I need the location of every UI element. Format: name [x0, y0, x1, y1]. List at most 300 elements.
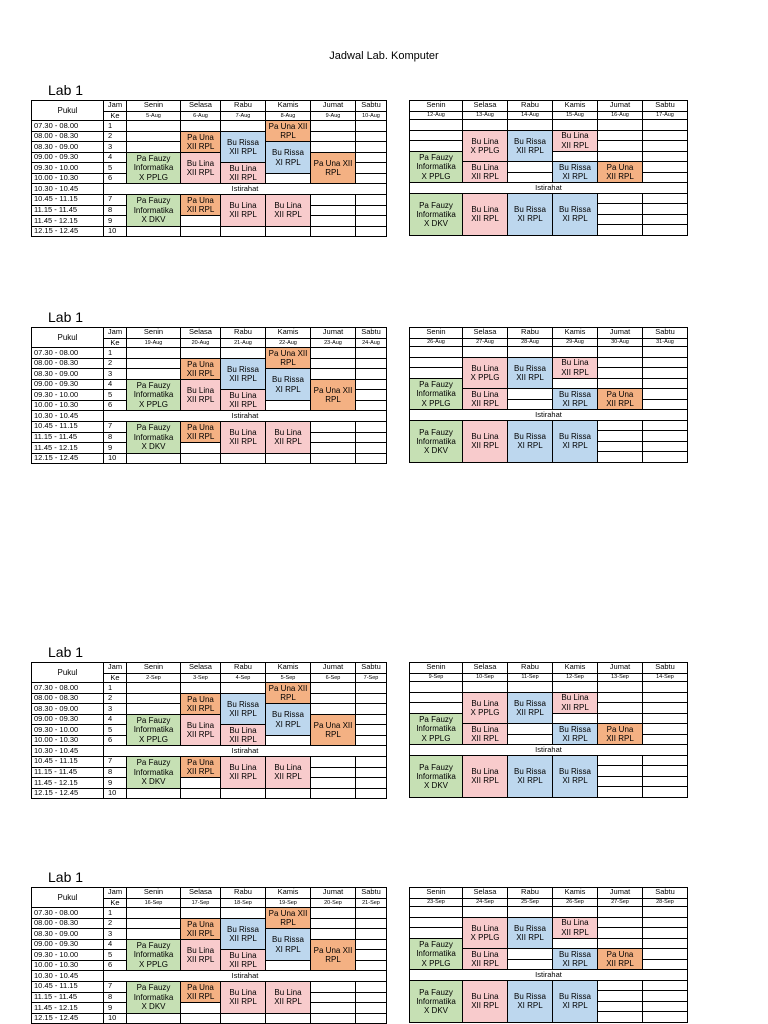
date-header: 21-Sep	[356, 898, 387, 908]
class-block-line: XII RPL	[229, 708, 257, 718]
class-block-lina-xii-rpl	[221, 421, 266, 453]
schedule-table-right	[409, 327, 688, 463]
day-header: Kamis	[266, 101, 311, 112]
jam-ke-cell: 9	[104, 443, 127, 454]
empty-cell	[598, 980, 643, 991]
time-cell: 10.30 - 10.45	[32, 971, 104, 982]
class-block-line: Bu Rissa	[558, 432, 591, 442]
class-block-line: XII RPL	[229, 400, 257, 410]
jam-ke-cell: 6	[104, 173, 127, 184]
empty-cell	[311, 421, 356, 432]
empty-cell	[311, 348, 356, 359]
date-header: 9-Aug	[311, 111, 356, 121]
empty-cell	[181, 226, 221, 237]
empty-cell	[643, 991, 688, 1002]
empty-cell	[311, 369, 356, 380]
schedule-table-left	[31, 662, 387, 799]
jam-ke-cell: 7	[104, 981, 127, 992]
istirahat-row: Istirahat	[410, 183, 688, 194]
class-block-una-xii-rpl	[181, 131, 221, 152]
jam-ke-cell: 10	[104, 1013, 127, 1024]
time-cell: 08.00 - 08.30	[32, 918, 104, 929]
jam-ke-cell: 5	[104, 163, 127, 174]
jam-ke-cell: 5	[104, 390, 127, 401]
class-block-lina-xii-rpl	[553, 130, 598, 151]
time-cell: 11.15 - 11.45	[32, 767, 104, 778]
day-header: Rabu	[508, 663, 553, 674]
jam-ke-cell: 8	[104, 205, 127, 216]
class-block-line: Informatika	[416, 949, 456, 959]
class-block-line: XII RPL	[606, 399, 634, 409]
empty-cell	[643, 1001, 688, 1012]
class-block-una-xii-rpl	[181, 358, 221, 379]
class-block-line: XI RPL	[562, 1001, 588, 1011]
class-block-line: Pa Una XII	[313, 385, 353, 395]
time-cell: 08.30 - 09.00	[32, 142, 104, 153]
empty-cell	[410, 347, 463, 358]
date-header: 14-Sep	[643, 673, 688, 682]
jam-ke-cell: 4	[104, 379, 127, 390]
class-block-line: Bu Rissa	[271, 710, 304, 720]
empty-cell	[356, 788, 387, 799]
time-cell: 07.30 - 08.00	[32, 348, 104, 359]
class-block-line: Pa Una	[606, 725, 634, 735]
empty-cell	[463, 120, 508, 131]
empty-cell	[643, 938, 688, 949]
class-block-line: X DKV	[423, 446, 448, 456]
class-block-fauzy-x-pplg	[127, 714, 181, 746]
class-block-line: XI RPL	[562, 959, 588, 969]
day-header: Selasa	[181, 663, 221, 674]
class-block-line: X DKV	[423, 781, 448, 791]
time-cell: 09.00 - 09.30	[32, 379, 104, 390]
schedule-table-left	[31, 887, 387, 1024]
class-block-lina-x-pplg	[463, 357, 508, 389]
empty-cell	[266, 226, 311, 237]
class-block-lina-xii-rpl	[553, 692, 598, 713]
empty-cell	[356, 348, 387, 359]
class-block-line: Pa Una XII	[268, 908, 308, 918]
day-header: Sabtu	[643, 888, 688, 899]
class-block-rissa-xii-rpl	[221, 358, 266, 390]
class-block-line: X DKV	[141, 1001, 166, 1011]
time-cell: 08.30 - 09.00	[32, 369, 104, 380]
class-block-una-xii-rpl	[311, 379, 356, 411]
empty-cell	[311, 778, 356, 789]
istirahat-row: Istirahat	[104, 971, 387, 982]
empty-cell	[356, 683, 387, 694]
empty-cell	[266, 788, 311, 799]
time-cell: 10.00 - 10.30	[32, 400, 104, 411]
empty-cell	[356, 714, 387, 725]
class-block-rissa-xi-rpl	[266, 142, 311, 174]
time-cell: 10.45 - 11.15	[32, 194, 104, 205]
class-block-line: X PPLG	[470, 145, 500, 155]
empty-cell	[598, 151, 643, 162]
empty-cell	[643, 452, 688, 463]
empty-cell	[553, 120, 598, 131]
date-header: 29-Aug	[553, 338, 598, 347]
day-header: Jumat	[598, 888, 643, 899]
empty-cell	[127, 121, 181, 132]
class-block-line: XII RPL	[186, 432, 215, 441]
class-block-line: XII RPL	[516, 145, 544, 155]
empty-cell	[181, 453, 221, 464]
time-cell: 07.30 - 08.00	[32, 683, 104, 694]
class-block-line: Pa Una XII	[268, 348, 308, 358]
empty-cell	[508, 907, 553, 918]
class-block-rissa-xii-rpl	[221, 693, 266, 725]
empty-cell	[311, 908, 356, 919]
ke-header: Ke	[104, 898, 127, 908]
class-block-line: Bu Rissa	[558, 992, 591, 1002]
class-block-line: XII RPL	[186, 205, 215, 214]
date-header: 13-Aug	[463, 111, 508, 120]
class-block-line: Bu Lina	[229, 763, 257, 773]
class-block-line: Pa Una	[187, 195, 214, 205]
empty-cell	[643, 151, 688, 162]
class-block-una-xii-rpl	[181, 194, 221, 215]
class-block-line: XII RPL	[229, 735, 257, 745]
class-block-line: Bu Rissa	[271, 375, 304, 385]
empty-cell	[463, 907, 508, 918]
empty-cell	[356, 432, 387, 443]
date-header: 4-Sep	[221, 673, 266, 683]
class-block-line: XII RPL	[471, 214, 499, 224]
day-header: Rabu	[221, 328, 266, 339]
class-block-rissa-xi-rpl	[553, 420, 598, 462]
empty-cell	[598, 431, 643, 442]
class-block-line: X DKV	[141, 214, 166, 224]
empty-cell	[311, 767, 356, 778]
class-block-line: Bu Lina	[274, 763, 302, 773]
empty-cell	[127, 788, 181, 799]
jam-ke-cell: 1	[104, 121, 127, 132]
day-header: Jumat	[311, 888, 356, 899]
day-header: Kamis	[266, 663, 311, 674]
class-block-rissa-xi-rpl	[508, 420, 553, 462]
empty-cell	[356, 929, 387, 940]
empty-cell	[598, 682, 643, 693]
jam-ke-cell: 9	[104, 778, 127, 789]
day-header: Kamis	[553, 101, 598, 112]
empty-cell	[508, 724, 553, 735]
empty-cell	[643, 766, 688, 777]
class-block-line: XII RPL	[229, 772, 257, 782]
class-block-line: X PPLG	[470, 932, 500, 942]
empty-cell	[410, 907, 463, 918]
schedule-table-right	[409, 100, 688, 236]
class-block-lina-xii-rpl	[463, 980, 508, 1022]
class-block-line: XI RPL	[275, 719, 301, 729]
empty-cell	[508, 399, 553, 410]
class-block-line: Informatika	[416, 389, 456, 399]
class-block-line: Informatika	[133, 205, 174, 215]
class-block-line: XII RPL	[186, 730, 215, 740]
class-block-line: Bu Lina	[186, 158, 215, 168]
date-header: 20-Sep	[311, 898, 356, 908]
date-header: 10-Sep	[463, 673, 508, 682]
empty-cell	[181, 443, 221, 454]
class-block-line: Pa Fauzy	[419, 715, 453, 725]
date-header: 26-Aug	[410, 338, 463, 347]
class-block-lina-x-pplg	[463, 692, 508, 724]
date-header: 21-Aug	[221, 338, 266, 348]
date-header: 17-Sep	[181, 898, 221, 908]
class-block-line: X PPLG	[139, 399, 168, 409]
day-header: Rabu	[221, 101, 266, 112]
empty-cell	[643, 357, 688, 368]
empty-cell	[643, 120, 688, 131]
empty-cell	[356, 121, 387, 132]
class-block-line: Bu Rissa	[226, 364, 259, 374]
class-block-line: XII RPL	[516, 372, 544, 382]
day-header: Senin	[127, 328, 181, 339]
empty-cell	[127, 683, 181, 694]
class-block-line: XII RPL	[229, 960, 257, 970]
class-block-line: Bu Lina	[186, 720, 215, 730]
class-block-line: X PPLG	[421, 398, 451, 408]
class-block-line: Bu Rissa	[558, 950, 591, 960]
empty-cell	[311, 121, 356, 132]
empty-cell	[598, 130, 643, 141]
time-cell: 09.00 - 09.30	[32, 152, 104, 163]
empty-cell	[643, 347, 688, 358]
date-header: 7-Aug	[221, 111, 266, 121]
time-cell: 08.30 - 09.00	[32, 929, 104, 940]
empty-cell	[598, 703, 643, 714]
jam-ke-cell: 9	[104, 216, 127, 227]
date-header: 6-Aug	[181, 111, 221, 121]
empty-cell	[553, 682, 598, 693]
class-block-line: Bu Lina	[229, 988, 257, 998]
empty-cell	[643, 907, 688, 918]
empty-cell	[221, 453, 266, 464]
class-block-line: XII RPL	[229, 146, 257, 156]
class-block-fauzy-x-pplg	[410, 378, 463, 410]
class-block-rissa-xi-rpl	[508, 193, 553, 235]
empty-cell	[643, 378, 688, 389]
class-block-line: Informatika	[133, 725, 174, 735]
class-block-line: X PPLG	[139, 172, 168, 182]
class-block-line: Bu Lina	[471, 432, 499, 442]
time-cell: 10.30 - 10.45	[32, 746, 104, 757]
empty-cell	[356, 152, 387, 163]
date-header: 30-Aug	[598, 338, 643, 347]
jam-ke-cell: 2	[104, 131, 127, 142]
class-block-line: XI RPL	[562, 214, 588, 224]
class-block-line: XII RPL	[561, 927, 589, 937]
class-block-line: Pa Fauzy	[419, 940, 453, 950]
class-block-line: X DKV	[423, 219, 448, 229]
empty-cell	[311, 929, 356, 940]
empty-cell	[356, 918, 387, 929]
time-cell: 10.45 - 11.15	[32, 421, 104, 432]
empty-cell	[356, 693, 387, 704]
date-header: 22-Aug	[266, 338, 311, 348]
istirahat-row: Istirahat	[104, 184, 387, 195]
time-cell: 11.45 - 12.15	[32, 1003, 104, 1014]
empty-cell	[311, 358, 356, 369]
time-cell: 11.45 - 12.15	[32, 443, 104, 454]
empty-cell	[508, 172, 553, 183]
jam-ke-cell: 7	[104, 194, 127, 205]
empty-cell	[598, 755, 643, 766]
empty-cell	[356, 960, 387, 971]
class-block-line: XII RPL	[561, 702, 589, 712]
day-header: Jumat	[598, 328, 643, 339]
date-header: 23-Aug	[311, 338, 356, 348]
class-block-fauzy-x-dkv	[127, 194, 181, 226]
empty-cell	[643, 682, 688, 693]
class-block-line: Pa Una	[606, 163, 634, 173]
empty-cell	[410, 141, 463, 152]
time-cell: 09.00 - 09.30	[32, 714, 104, 725]
class-block-rissa-xi-rpl	[266, 704, 311, 736]
jam-ke-cell: 8	[104, 432, 127, 443]
empty-cell	[598, 1012, 643, 1023]
jam-ke-cell: 4	[104, 714, 127, 725]
class-block-line: Pa Una XII	[313, 720, 353, 730]
class-block-line: XII RPL	[516, 932, 544, 942]
empty-cell	[410, 357, 463, 368]
empty-cell	[410, 682, 463, 693]
empty-cell	[643, 724, 688, 735]
time-cell: 09.30 - 10.00	[32, 163, 104, 174]
class-block-line: Bu Rissa	[513, 136, 546, 146]
jam-ke-cell: 6	[104, 735, 127, 746]
time-cell: 08.00 - 08.30	[32, 131, 104, 142]
class-block-rissa-xi-rpl	[553, 389, 598, 410]
class-block-una-xii-rpl	[181, 693, 221, 714]
jam-ke-cell: 8	[104, 992, 127, 1003]
empty-cell	[643, 959, 688, 970]
class-block-line: XII RPL	[186, 955, 215, 965]
empty-cell	[356, 939, 387, 950]
class-block-line: XI RPL	[517, 776, 543, 786]
day-header: Jumat	[311, 101, 356, 112]
empty-cell	[266, 400, 311, 411]
class-block-una-xii-rpl	[181, 756, 221, 777]
empty-cell	[181, 1003, 221, 1014]
day-header: Senin	[127, 663, 181, 674]
class-block-line: Informatika	[133, 950, 174, 960]
empty-cell	[643, 980, 688, 991]
date-header: 12-Aug	[410, 111, 463, 120]
class-block-rissa-xi-rpl	[508, 980, 553, 1022]
day-header: Sabtu	[356, 101, 387, 112]
empty-cell	[508, 734, 553, 745]
class-block-line: Bu Lina	[471, 205, 499, 215]
empty-cell	[410, 692, 463, 703]
jam-ke-cell: 10	[104, 226, 127, 237]
day-header: Rabu	[508, 888, 553, 899]
empty-cell	[356, 131, 387, 142]
empty-cell	[311, 216, 356, 227]
class-block-una-xii-rpl	[266, 348, 311, 369]
empty-cell	[181, 216, 221, 227]
class-block-line: Pa Fauzy	[136, 423, 171, 433]
class-block-lina-x-pplg	[463, 130, 508, 162]
empty-cell	[356, 142, 387, 153]
date-header: 5-Sep	[266, 673, 311, 683]
class-block-line: XII RPL	[274, 210, 302, 220]
empty-cell	[508, 162, 553, 173]
class-block-line: X PPLG	[421, 733, 451, 743]
class-block-lina-xii-rpl	[463, 949, 508, 970]
empty-cell	[508, 389, 553, 400]
class-block-line: Pa Fauzy	[136, 758, 171, 768]
class-block-line: Bu Lina	[471, 390, 499, 400]
date-header: 28-Sep	[643, 898, 688, 907]
class-block-line: XII RPL	[516, 707, 544, 717]
date-header: 26-Sep	[553, 898, 598, 907]
class-block-line: XII RPL	[471, 776, 499, 786]
day-header: Kamis	[266, 888, 311, 899]
class-block-line: XII RPL	[186, 168, 215, 178]
empty-cell	[643, 949, 688, 960]
class-block-una-xii-rpl	[266, 908, 311, 929]
jam-ke-cell: 10	[104, 453, 127, 464]
empty-cell	[643, 399, 688, 410]
class-block-line: XI RPL	[517, 214, 543, 224]
day-header: Senin	[410, 101, 463, 112]
empty-cell	[598, 441, 643, 452]
istirahat-row: Istirahat	[410, 745, 688, 756]
ke-header: Ke	[104, 673, 127, 683]
day-header: Sabtu	[356, 328, 387, 339]
jam-header: Jam	[104, 328, 127, 339]
empty-cell	[553, 378, 598, 389]
empty-cell	[127, 226, 181, 237]
empty-cell	[311, 131, 356, 142]
class-block-line: RPL	[280, 131, 296, 141]
empty-cell	[598, 917, 643, 928]
class-block-rissa-xi-rpl	[553, 949, 598, 970]
date-header: 25-Sep	[508, 898, 553, 907]
day-header: Sabtu	[356, 663, 387, 674]
time-cell: 12.15 - 12.45	[32, 453, 104, 464]
class-block-line: Pa Una	[187, 757, 214, 767]
class-block-line: Informatika	[416, 162, 456, 172]
empty-cell	[266, 1013, 311, 1024]
class-block-line: Bu Rissa	[226, 137, 259, 147]
jam-ke-cell: 1	[104, 683, 127, 694]
date-header: 19-Sep	[266, 898, 311, 908]
empty-cell	[127, 348, 181, 359]
class-block-lina-xii-rpl	[463, 420, 508, 462]
empty-cell	[356, 216, 387, 227]
jam-ke-cell: 7	[104, 756, 127, 767]
class-block-line: XII RPL	[186, 767, 215, 776]
class-block-lina-xii-rpl	[181, 152, 221, 184]
empty-cell	[508, 959, 553, 970]
class-block-lina-xii-rpl	[266, 421, 311, 453]
jam-header: Jam	[104, 663, 127, 674]
jam-ke-cell: 10	[104, 788, 127, 799]
date-header: 24-Sep	[463, 898, 508, 907]
empty-cell	[643, 692, 688, 703]
istirahat-row: Istirahat	[410, 410, 688, 421]
date-header: 16-Aug	[598, 111, 643, 120]
date-header: 16-Sep	[127, 898, 181, 908]
class-block-line: Bu Lina	[229, 391, 257, 401]
schedule-table-right	[409, 887, 688, 1023]
time-cell: 10.30 - 10.45	[32, 184, 104, 195]
date-header: 10-Aug	[356, 111, 387, 121]
empty-cell	[127, 453, 181, 464]
class-block-line: Pa Fauzy	[419, 200, 453, 210]
